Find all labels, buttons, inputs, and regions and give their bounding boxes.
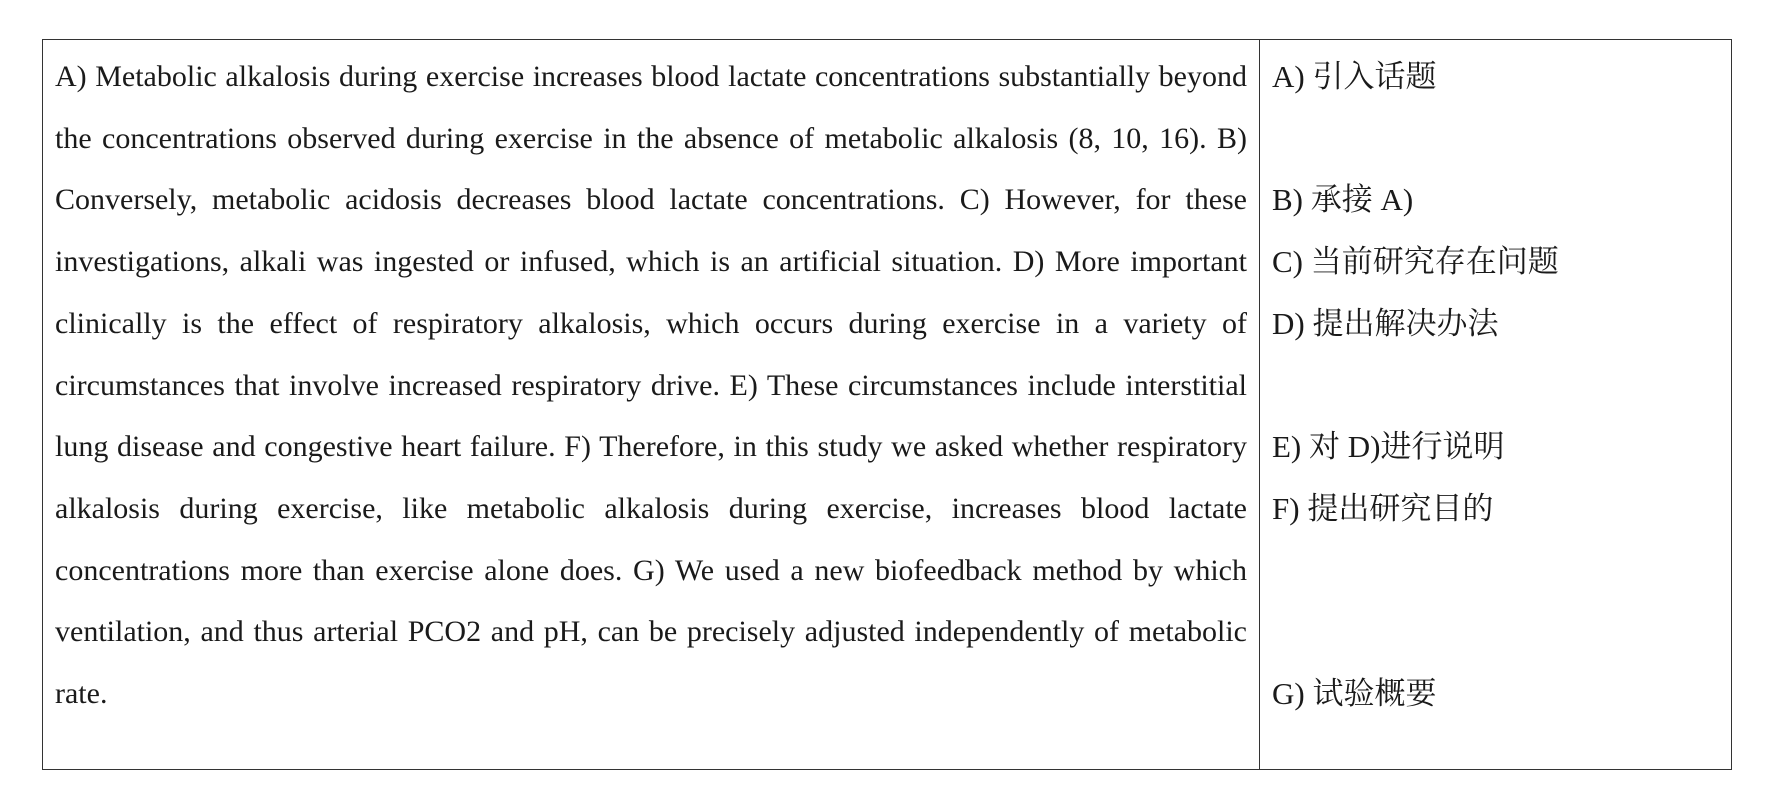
annotation-c: C) 当前研究存在问题 xyxy=(1272,244,1559,279)
paragraph-text: A) Metabolic alkalosis during exercise increases blood lactate concentrations substantially beyond the concentrations observed during exercise in the absence of metabolic alkalosis (8, 10, 16). B) Conversely, metabolic acidosis decreases blood lactate concentrations. C) However, for these investigations, alkali was ingested or infused, which is an artificial situation. D) More important clinically is the effect of respiratory alkalosis, which occurs during exercise in a variety of circumstances that involve increased respiratory drive. E) These circumstances include interstitial lung disease and congestive heart failure. F) Therefore, in this study we asked whether respiratory alkalosis during exercise, like metabolic alkalosis during exercise, increases blood lactate concentrations more than exercise alone does. G) We used a new biofeedback method by which ventilation, and thus arterial PCO2 and pH, can be precisely adjusted independently of metabolic rate. xyxy=(55,60,1247,711)
paragraph-cell xyxy=(43,40,1260,769)
annotation-d: D) 提出解决办法 xyxy=(1272,306,1499,341)
annotation-cell xyxy=(1260,40,1731,769)
annotation-table xyxy=(42,39,1732,770)
annotation-a: A) 引入话题 xyxy=(1272,59,1437,94)
annotation-g: G) 试验概要 xyxy=(1272,676,1437,711)
annotation-b: B) 承接 A) xyxy=(1272,182,1414,217)
annotation-e: E) 对 D)进行说明 xyxy=(1272,429,1505,464)
annotation-f: F) 提出研究目的 xyxy=(1272,491,1494,526)
